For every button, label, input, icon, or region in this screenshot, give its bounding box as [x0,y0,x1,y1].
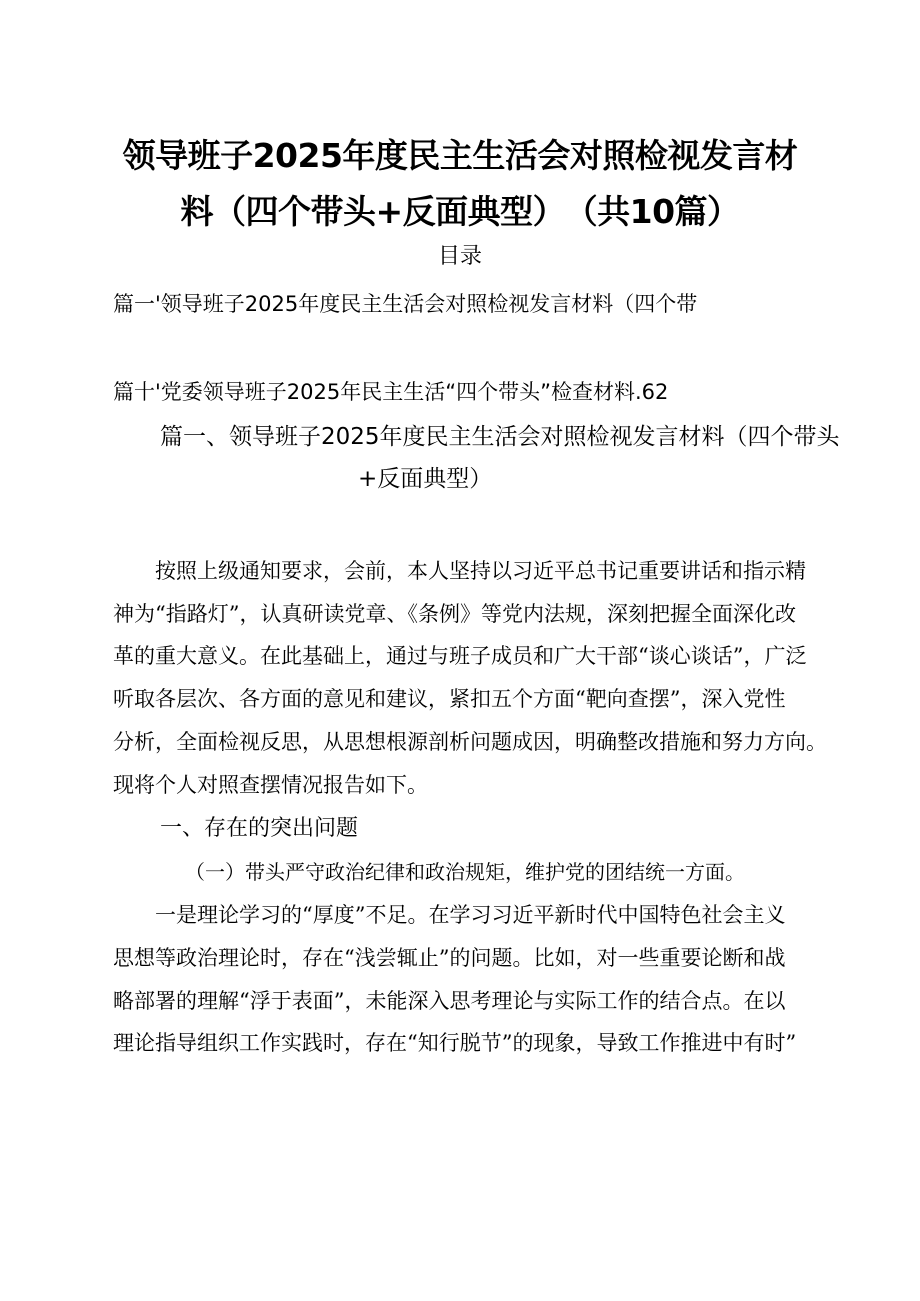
toc-entry-1[interactable]: 篇一'领导班子2025年度民主生活会对照检视发言材料（四个带 [113,292,698,316]
toc-entry-10[interactable]: 篇十'党委领导班子2025年民主生活“四个带头”检查材料.62 [113,380,669,404]
intro-paragraph-line: 神为“指路灯”，认真研读党章、《条例》等党内法规，深刻把握全面深化改 [113,602,796,626]
intro-paragraph-line: 革的重大意义。在此基础上，通过与班子成员和广大干部“谈心谈话”，广泛 [113,644,807,668]
section-title-line-1: 篇一、领导班子2025年度民主生活会对照检视发言材料（四个带头 [160,424,840,450]
section-title-line-2: +反面典型） [358,466,493,492]
intro-paragraph-line: 按照上级通知要求，会前，本人坚持以习近平总书记重要讲话和指示精 [113,559,806,583]
intro-paragraph-line: 现将个人对照查摆情况报告如下。 [113,773,428,797]
body-paragraph-line: 理论指导组织工作实践时，存在“知行脱节”的现象，导致工作推进中有时” [113,1031,797,1055]
body-paragraph-line: 思想等政治理论时，存在“浅尝辄止”的问题。比如，对一些重要论断和战 [113,946,786,970]
intro-paragraph-line: 分析，全面检视反思，从思想根源剖析问题成因，明确整改措施和努力方向。 [113,730,827,754]
toc-heading: 目录 [437,244,482,269]
subsection-heading-1: （一）带头严守政治纪律和政治规矩，维护党的团结统一方面。 [185,860,745,884]
body-paragraph-line: 略部署的理解“浮于表面”，未能深入思考理论与实际工作的结合点。在以 [113,989,786,1013]
section-heading-problems: 一、存在的突出问题 [160,816,359,841]
document-title-line-2: 料（四个带头+反面典型） （共10篇） [180,192,740,231]
body-paragraph-line: 一是理论学习的“厚度”不足。在学习习近平新时代中国特色社会主义 [113,903,786,927]
document-title-line-1: 领导班子2025年度民主生活会对照检视发言材 [122,136,798,175]
intro-paragraph-line: 听取各层次、各方面的意见和建议，紧扣五个方面“靶向查摆”，深入党性 [113,687,786,711]
